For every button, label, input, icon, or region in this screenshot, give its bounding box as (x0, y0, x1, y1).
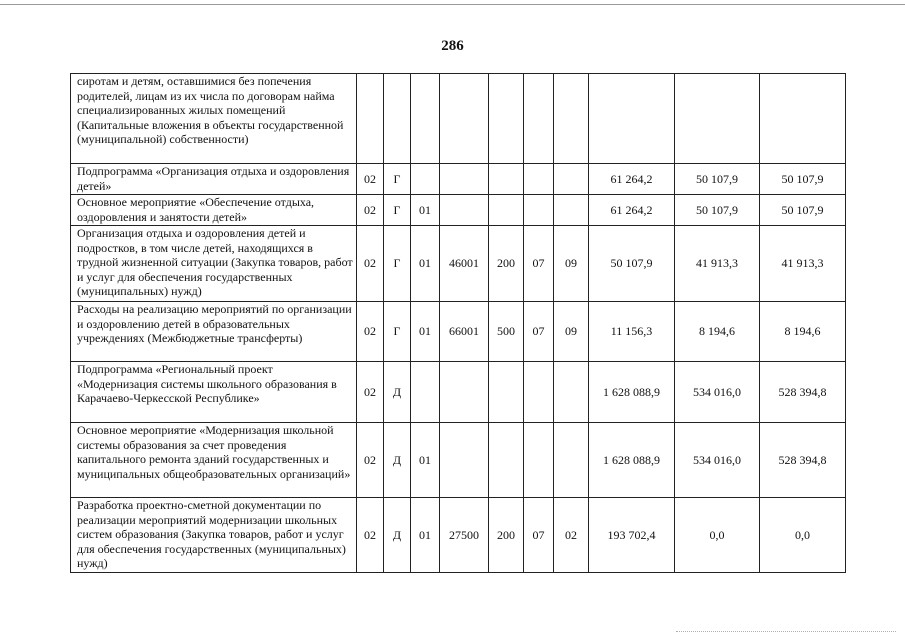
row-name: Разработка проектно-сметной документации по реализации мероприятий модернизации школьных систем образования (Закупка товаров, работ и услуг для обеспечения государственных (муниципальных) нужд) (71, 498, 357, 573)
row-name: Основное мероприятие «Обеспечение отдыха, оздоровления и занятости детей» (71, 195, 357, 226)
activity-code: 01 (411, 498, 440, 573)
activity-code: 01 (411, 302, 440, 362)
expense-type-code (489, 164, 524, 195)
table-row (71, 226, 846, 302)
amount-1 (589, 74, 675, 164)
expense-type-code (489, 195, 524, 226)
section-code: 07 (524, 302, 554, 362)
expense-type-code (489, 74, 524, 164)
subsection-code (554, 164, 589, 195)
table-body (71, 74, 846, 573)
direction-code (440, 74, 489, 164)
subsection-code: 09 (554, 226, 589, 302)
table-row (71, 423, 846, 498)
amount-1: 1 628 088,9 (589, 423, 675, 498)
subprogram-code: Г (384, 164, 411, 195)
program-code: 02 (357, 362, 384, 423)
section-code: 07 (524, 226, 554, 302)
direction-code: 66001 (440, 302, 489, 362)
program-code: 02 (357, 498, 384, 573)
activity-code (411, 164, 440, 195)
section-code (524, 195, 554, 226)
amount-1: 11 156,3 (589, 302, 675, 362)
table-row (71, 362, 846, 423)
subsection-code (554, 195, 589, 226)
row-name: сиротам и детям, оставшимися без попечения родителей, лицам из их числа по договорам найма специализированных жилых помещений (Капитальные вложения в объекты государственной (муниципальной) собственности) (71, 74, 357, 164)
activity-code (411, 74, 440, 164)
subsection-code (554, 362, 589, 423)
activity-code: 01 (411, 423, 440, 498)
table-row (71, 164, 846, 195)
subprogram-code: Г (384, 226, 411, 302)
expense-type-code: 200 (489, 498, 524, 573)
amount-1: 61 264,2 (589, 195, 675, 226)
expense-type-code: 500 (489, 302, 524, 362)
amount-2: 50 107,9 (675, 164, 760, 195)
subprogram-code: Г (384, 302, 411, 362)
table-row (71, 74, 846, 164)
amount-2: 534 016,0 (675, 423, 760, 498)
table-row (71, 498, 846, 573)
subprogram-code: Д (384, 362, 411, 423)
subprogram-code: Г (384, 195, 411, 226)
section-code (524, 362, 554, 423)
subsection-code (554, 423, 589, 498)
amount-2: 0,0 (675, 498, 760, 573)
row-name: Организация отдыха и оздоровления детей и подростков, в том числе детей, находящихся в трудной жизненной ситуации (Закупка товаров, работ и услуг для обеспечения государственных (муниципальных) нужд) (71, 226, 357, 302)
program-code: 02 (357, 164, 384, 195)
direction-code: 27500 (440, 498, 489, 573)
amount-3: 528 394,8 (760, 362, 846, 423)
program-code: 02 (357, 195, 384, 226)
section-code (524, 423, 554, 498)
subsection-code: 09 (554, 302, 589, 362)
direction-code (440, 423, 489, 498)
amount-1: 193 702,4 (589, 498, 675, 573)
subprogram-code: Д (384, 423, 411, 498)
amount-2: 8 194,6 (675, 302, 760, 362)
row-name: Основное мероприятие «Модернизация школьной системы образования за счет проведения капитального ремонта зданий государственных и муниципальных общеобразовательных организаций» (71, 423, 357, 498)
amount-2: 534 016,0 (675, 362, 760, 423)
section-code: 07 (524, 498, 554, 573)
program-code (357, 74, 384, 164)
amount-1: 61 264,2 (589, 164, 675, 195)
activity-code (411, 362, 440, 423)
section-code (524, 74, 554, 164)
direction-code: 46001 (440, 226, 489, 302)
amount-3: 0,0 (760, 498, 846, 573)
page-number: 286 (441, 38, 464, 54)
row-name: Подпрограмма «Организация отдыха и оздоровления детей» (71, 164, 357, 195)
program-code: 02 (357, 226, 384, 302)
amount-2: 41 913,3 (675, 226, 760, 302)
amount-1: 50 107,9 (589, 226, 675, 302)
subprogram-code: Д (384, 498, 411, 573)
activity-code: 01 (411, 195, 440, 226)
direction-code (440, 195, 489, 226)
budget-table (70, 73, 846, 573)
subsection-code: 02 (554, 498, 589, 573)
expense-type-code: 200 (489, 226, 524, 302)
amount-2: 50 107,9 (675, 195, 760, 226)
amount-3: 8 194,6 (760, 302, 846, 362)
amount-3: 50 107,9 (760, 164, 846, 195)
activity-code: 01 (411, 226, 440, 302)
amount-3 (760, 74, 846, 164)
expense-type-code (489, 362, 524, 423)
section-code (524, 164, 554, 195)
row-name: Подпрограмма «Региональный проект «Модернизация системы школьного образования в Карачаево-Черкесской Республике» (71, 362, 357, 423)
amount-3: 50 107,9 (760, 195, 846, 226)
program-code: 02 (357, 423, 384, 498)
bottom-scan-edge (676, 631, 896, 632)
amount-2 (675, 74, 760, 164)
amount-3: 528 394,8 (760, 423, 846, 498)
table-row (71, 302, 846, 362)
direction-code (440, 164, 489, 195)
amount-1: 1 628 088,9 (589, 362, 675, 423)
amount-3: 41 913,3 (760, 226, 846, 302)
program-code: 02 (357, 302, 384, 362)
subprogram-code (384, 74, 411, 164)
top-scan-edge (0, 4, 905, 5)
expense-type-code (489, 423, 524, 498)
subsection-code (554, 74, 589, 164)
row-name: Расходы на реализацию мероприятий по организации и оздоровлению детей в образовательных учреждениях (Межбюджетные трансферты) (71, 302, 357, 362)
direction-code (440, 362, 489, 423)
table-row (71, 195, 846, 226)
